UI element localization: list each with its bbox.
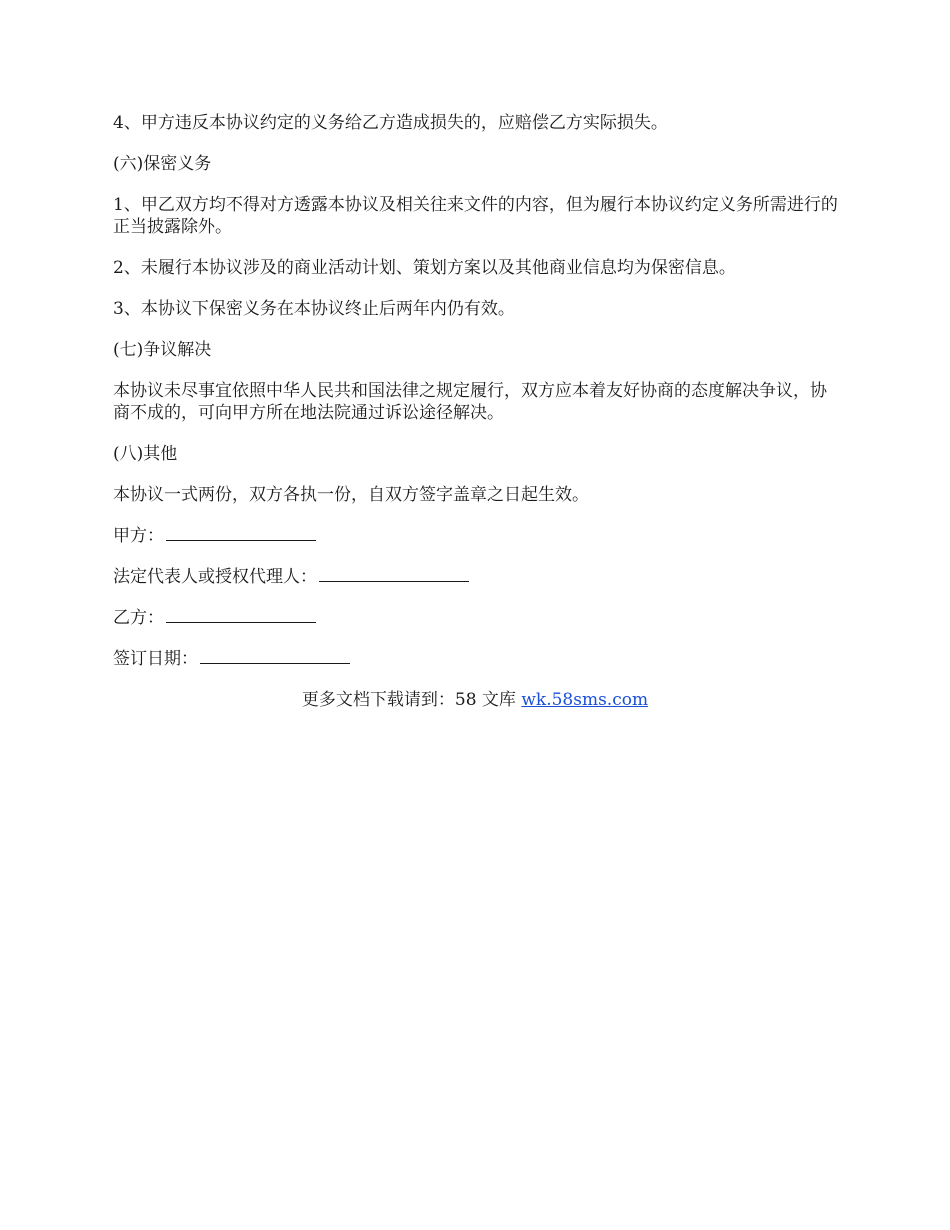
signature-date-blank bbox=[200, 648, 350, 664]
clause-confidentiality-3: 3、本协议下保密义务在本协议终止后两年内仍有效。 bbox=[113, 299, 515, 319]
section-heading-dispute: (七)争议解决 bbox=[113, 340, 212, 360]
signature-legal-rep-label: 法定代表人或授权代理人： bbox=[113, 567, 317, 587]
clause-effectiveness: 本协议一式两份，双方各执一份，自双方签字盖章之日起生效。 bbox=[113, 485, 589, 505]
document-body bbox=[113, 112, 843, 689]
signature-party-a-blank bbox=[166, 525, 316, 541]
footer-prefix-text: 更多文档下载请到：58 文库 bbox=[301, 690, 522, 710]
signature-party-a bbox=[113, 525, 843, 547]
signature-legal-rep-blank bbox=[319, 566, 469, 582]
footer-site-link[interactable]: wk.58sms.com bbox=[521, 690, 649, 710]
signature-party-a-label: 甲方： bbox=[113, 526, 164, 546]
download-footer bbox=[0, 689, 950, 711]
clause-confidentiality-2: 2、未履行本协议涉及的商业活动计划、策划方案以及其他商业信息均为保密信息。 bbox=[113, 258, 736, 278]
signature-party-b-label: 乙方： bbox=[113, 608, 164, 628]
signature-legal-rep bbox=[113, 566, 843, 588]
clause-confidentiality-1: 1、甲乙双方均不得对方透露本协议及相关往来文件的内容，但为履行本协议约定义务所需进行的正当披露除外。 bbox=[113, 195, 838, 237]
signature-date-label: 签订日期： bbox=[113, 649, 198, 669]
signature-party-b bbox=[113, 607, 843, 629]
clause-4-compensation: 4、甲方违反本协议约定的义务给乙方造成损失的，应赔偿乙方实际损失。 bbox=[113, 113, 668, 133]
clause-dispute-resolution: 本协议未尽事宜依照中华人民共和国法律之规定履行，双方应本着友好协商的态度解决争议，协商不成的，可向甲方所在地法院通过诉讼途径解决。 bbox=[113, 381, 827, 423]
signature-date bbox=[113, 648, 843, 670]
signature-party-b-blank bbox=[166, 607, 316, 623]
section-heading-confidentiality: (六)保密义务 bbox=[113, 154, 212, 174]
section-heading-other: (八)其他 bbox=[113, 444, 178, 464]
